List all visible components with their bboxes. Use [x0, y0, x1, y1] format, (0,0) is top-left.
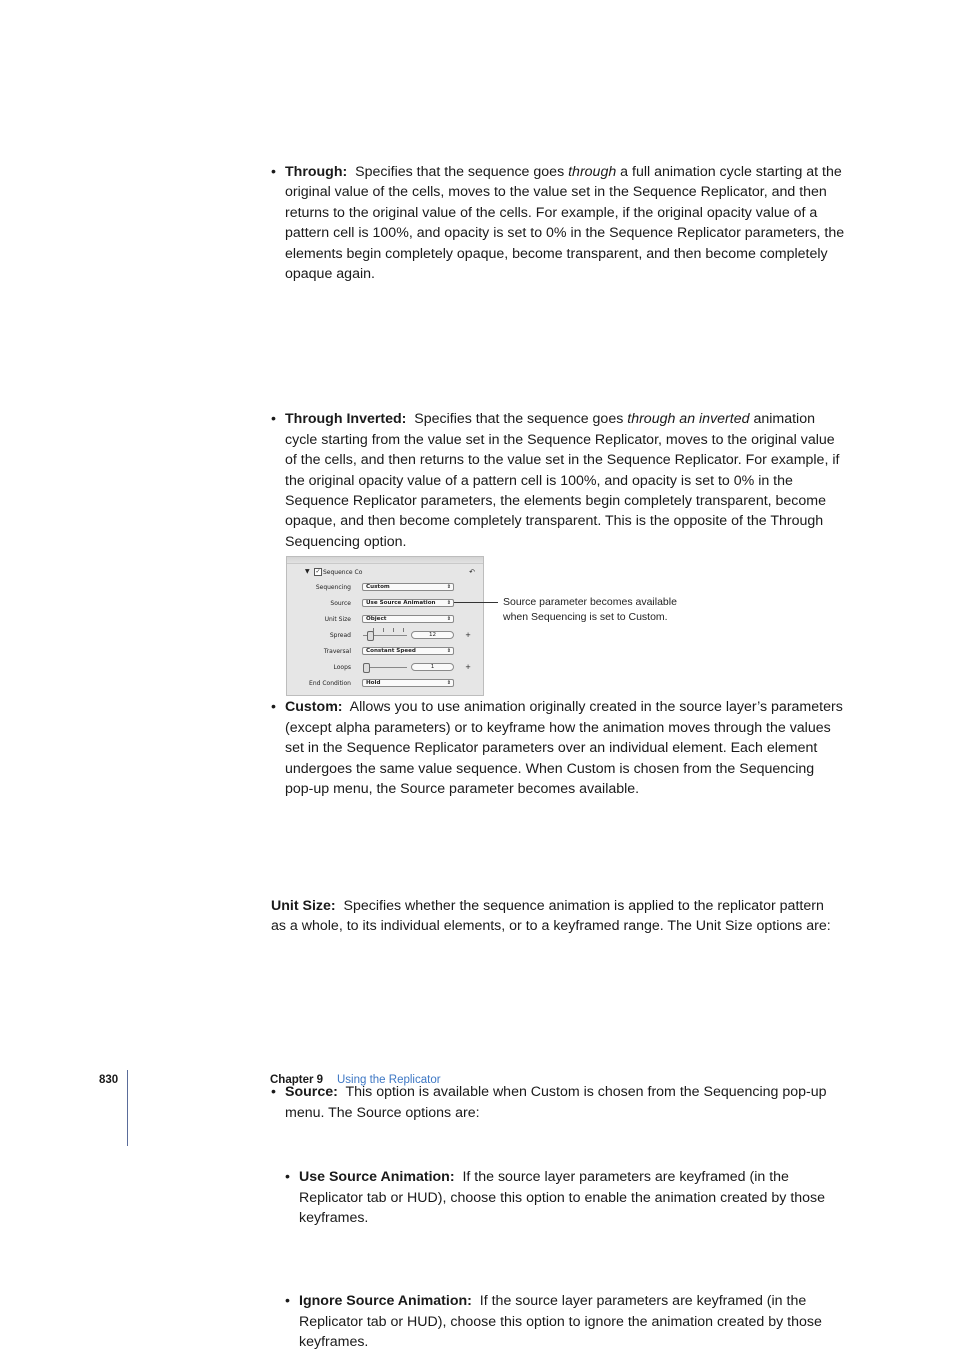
- bullet-custom: [271, 697, 845, 799]
- bullet-through: [271, 162, 845, 284]
- bullet-through-inverted: [271, 409, 845, 552]
- callout-text: Source parameter becomes available when Sequencing is set to Custom.: [503, 596, 677, 623]
- term-custom: Custom:: [285, 699, 343, 716]
- panel-top-strip: [287, 557, 483, 564]
- chevron-updown-icon: ⇕: [446, 600, 451, 606]
- chevron-updown-icon: ⇕: [446, 648, 451, 654]
- row-label: Sequencing: [315, 584, 351, 591]
- row-sequencing: [287, 582, 483, 594]
- popup-value: Hold: [366, 680, 381, 686]
- term-unit-size: Unit Size:: [271, 898, 336, 914]
- text-use-source-animation: If the source layer parameters are keyframed (in the Replicator tab or HUD), choose this option to enable the animation created by those keyframes.: [299, 1169, 826, 1226]
- page-number: 830: [99, 1074, 119, 1086]
- row-label: Source: [330, 600, 351, 607]
- loops-value-field: [411, 663, 454, 671]
- panel-header-label: Sequence Co: [323, 569, 363, 576]
- footer-vertical-rule: [127, 1070, 128, 1146]
- unit-size-popup: [362, 615, 454, 623]
- term-ignore-source-animation: Ignore Source Animation:: [299, 1293, 472, 1310]
- chevron-updown-icon: ⇕: [446, 616, 451, 622]
- text-through-pre: Specifies that the sequence goes: [355, 164, 569, 180]
- text-unit-size: Specifies whether the sequence animation is applied to the replicator pattern as a whole, to its individual elements, or to a keyframed range. The Unit Size options are:: [271, 898, 831, 935]
- paragraph-unit-size: [271, 896, 831, 937]
- text-ignore-source-animation: If the source layer parameters are keyframed (in the Replicator tab or HUD), choose this option to ignore the animation created by those keyframes.: [299, 1293, 822, 1351]
- value-text: 12: [428, 632, 437, 638]
- text-through-inverted-pre: Specifies that the sequence goes: [414, 411, 628, 428]
- spread-slider: [363, 635, 407, 636]
- popup-value: Object: [366, 616, 387, 622]
- row-label: Unit Size: [324, 616, 351, 623]
- term-through-inverted: Through Inverted:: [285, 411, 407, 428]
- row-loops: [287, 662, 483, 674]
- loops-slider: [363, 667, 407, 668]
- row-label: Loops: [333, 664, 351, 671]
- slider-knob: [367, 631, 374, 641]
- value-text: 1: [430, 664, 435, 670]
- sequence-replicator-panel-screenshot: [286, 556, 484, 696]
- sequencing-popup: [362, 583, 454, 591]
- plus-icon: +: [465, 631, 471, 639]
- slider-knob: [363, 663, 370, 673]
- row-label: Traversal: [323, 648, 351, 655]
- text-through-inverted-post: animation cycle starting from the value set in the Sequence Replicator, moves to the original value of the cells, and then returns to the value set in the Sequence Replicator. For example, if the original opacity value of a pattern cell is 100%, and opacity is set to 0% in the Sequence Replicator parameters, the elements begin completely transparent, become opaque, and then become completely transparent. This is the opposite of the Through Sequencing option.: [285, 411, 840, 550]
- panel-header: [305, 568, 475, 576]
- row-end-condition: [287, 678, 483, 690]
- bullet-ignore-source-animation: [285, 1291, 829, 1352]
- source-popup: [362, 599, 454, 607]
- text-through-post: a full animation cycle starting at the original value of the cells, moves to the value set in the Sequence Replicator, and then returns to the original value of the cells. For example, if the original opacity value of a pattern cell is 100%, and opacity is set to 0% in the Sequence Replicator parameters, the elements begin completely opaque, become transparent, and then become completely opaque again.: [285, 164, 845, 283]
- popup-value: Use Source Animation: [366, 600, 436, 606]
- text-custom: Allows you to use animation originally created in the source layer’s parameters (except alpha parameters) or to keyframe how the animation moves through the values set in the Sequence Replicator parameters over an individual element. Each element undergoes the same value sequence. When Custom is chosen from the Sequencing pop-up menu, the Source parameter becomes available.: [285, 699, 843, 797]
- text-source: This option is available when Custom is chosen from the Sequencing pop-up menu. The Source options are:: [285, 1084, 827, 1121]
- spread-value-field: [411, 631, 454, 639]
- text-through-inverted-em: through an inverted: [627, 411, 750, 428]
- chevron-updown-icon: ⇕: [446, 584, 451, 590]
- text-through-em: through: [568, 164, 617, 180]
- checkbox-icon: ✓: [315, 568, 321, 575]
- chevron-updown-icon: ⇕: [446, 680, 451, 686]
- plus-icon: +: [465, 663, 471, 671]
- row-unit-size: [287, 614, 483, 626]
- term-use-source-animation: Use Source Animation:: [299, 1169, 455, 1186]
- row-traversal: [287, 646, 483, 658]
- popup-value: Custom: [366, 584, 390, 590]
- chapter-label: Chapter 9: [270, 1074, 324, 1086]
- popup-value: Constant Speed: [366, 648, 416, 654]
- row-label: End Condition: [309, 680, 351, 687]
- disclosure-triangle-icon: ▼: [305, 568, 310, 575]
- term-source: Source:: [285, 1084, 338, 1101]
- end-condition-popup: [362, 679, 454, 687]
- traversal-popup: [362, 647, 454, 655]
- reset-arrow-icon: ↶: [469, 568, 475, 576]
- bullet-source: [271, 1082, 845, 1123]
- slider-ticks: [373, 628, 407, 632]
- term-through: Through:: [285, 164, 348, 180]
- chapter-title-link[interactable]: Using the Replicator: [337, 1074, 441, 1086]
- bullet-use-source-animation: [285, 1167, 829, 1228]
- callout-leader-line: [454, 602, 498, 603]
- row-spread: [287, 630, 483, 642]
- row-label: Spread: [329, 632, 351, 639]
- row-source: [287, 598, 483, 610]
